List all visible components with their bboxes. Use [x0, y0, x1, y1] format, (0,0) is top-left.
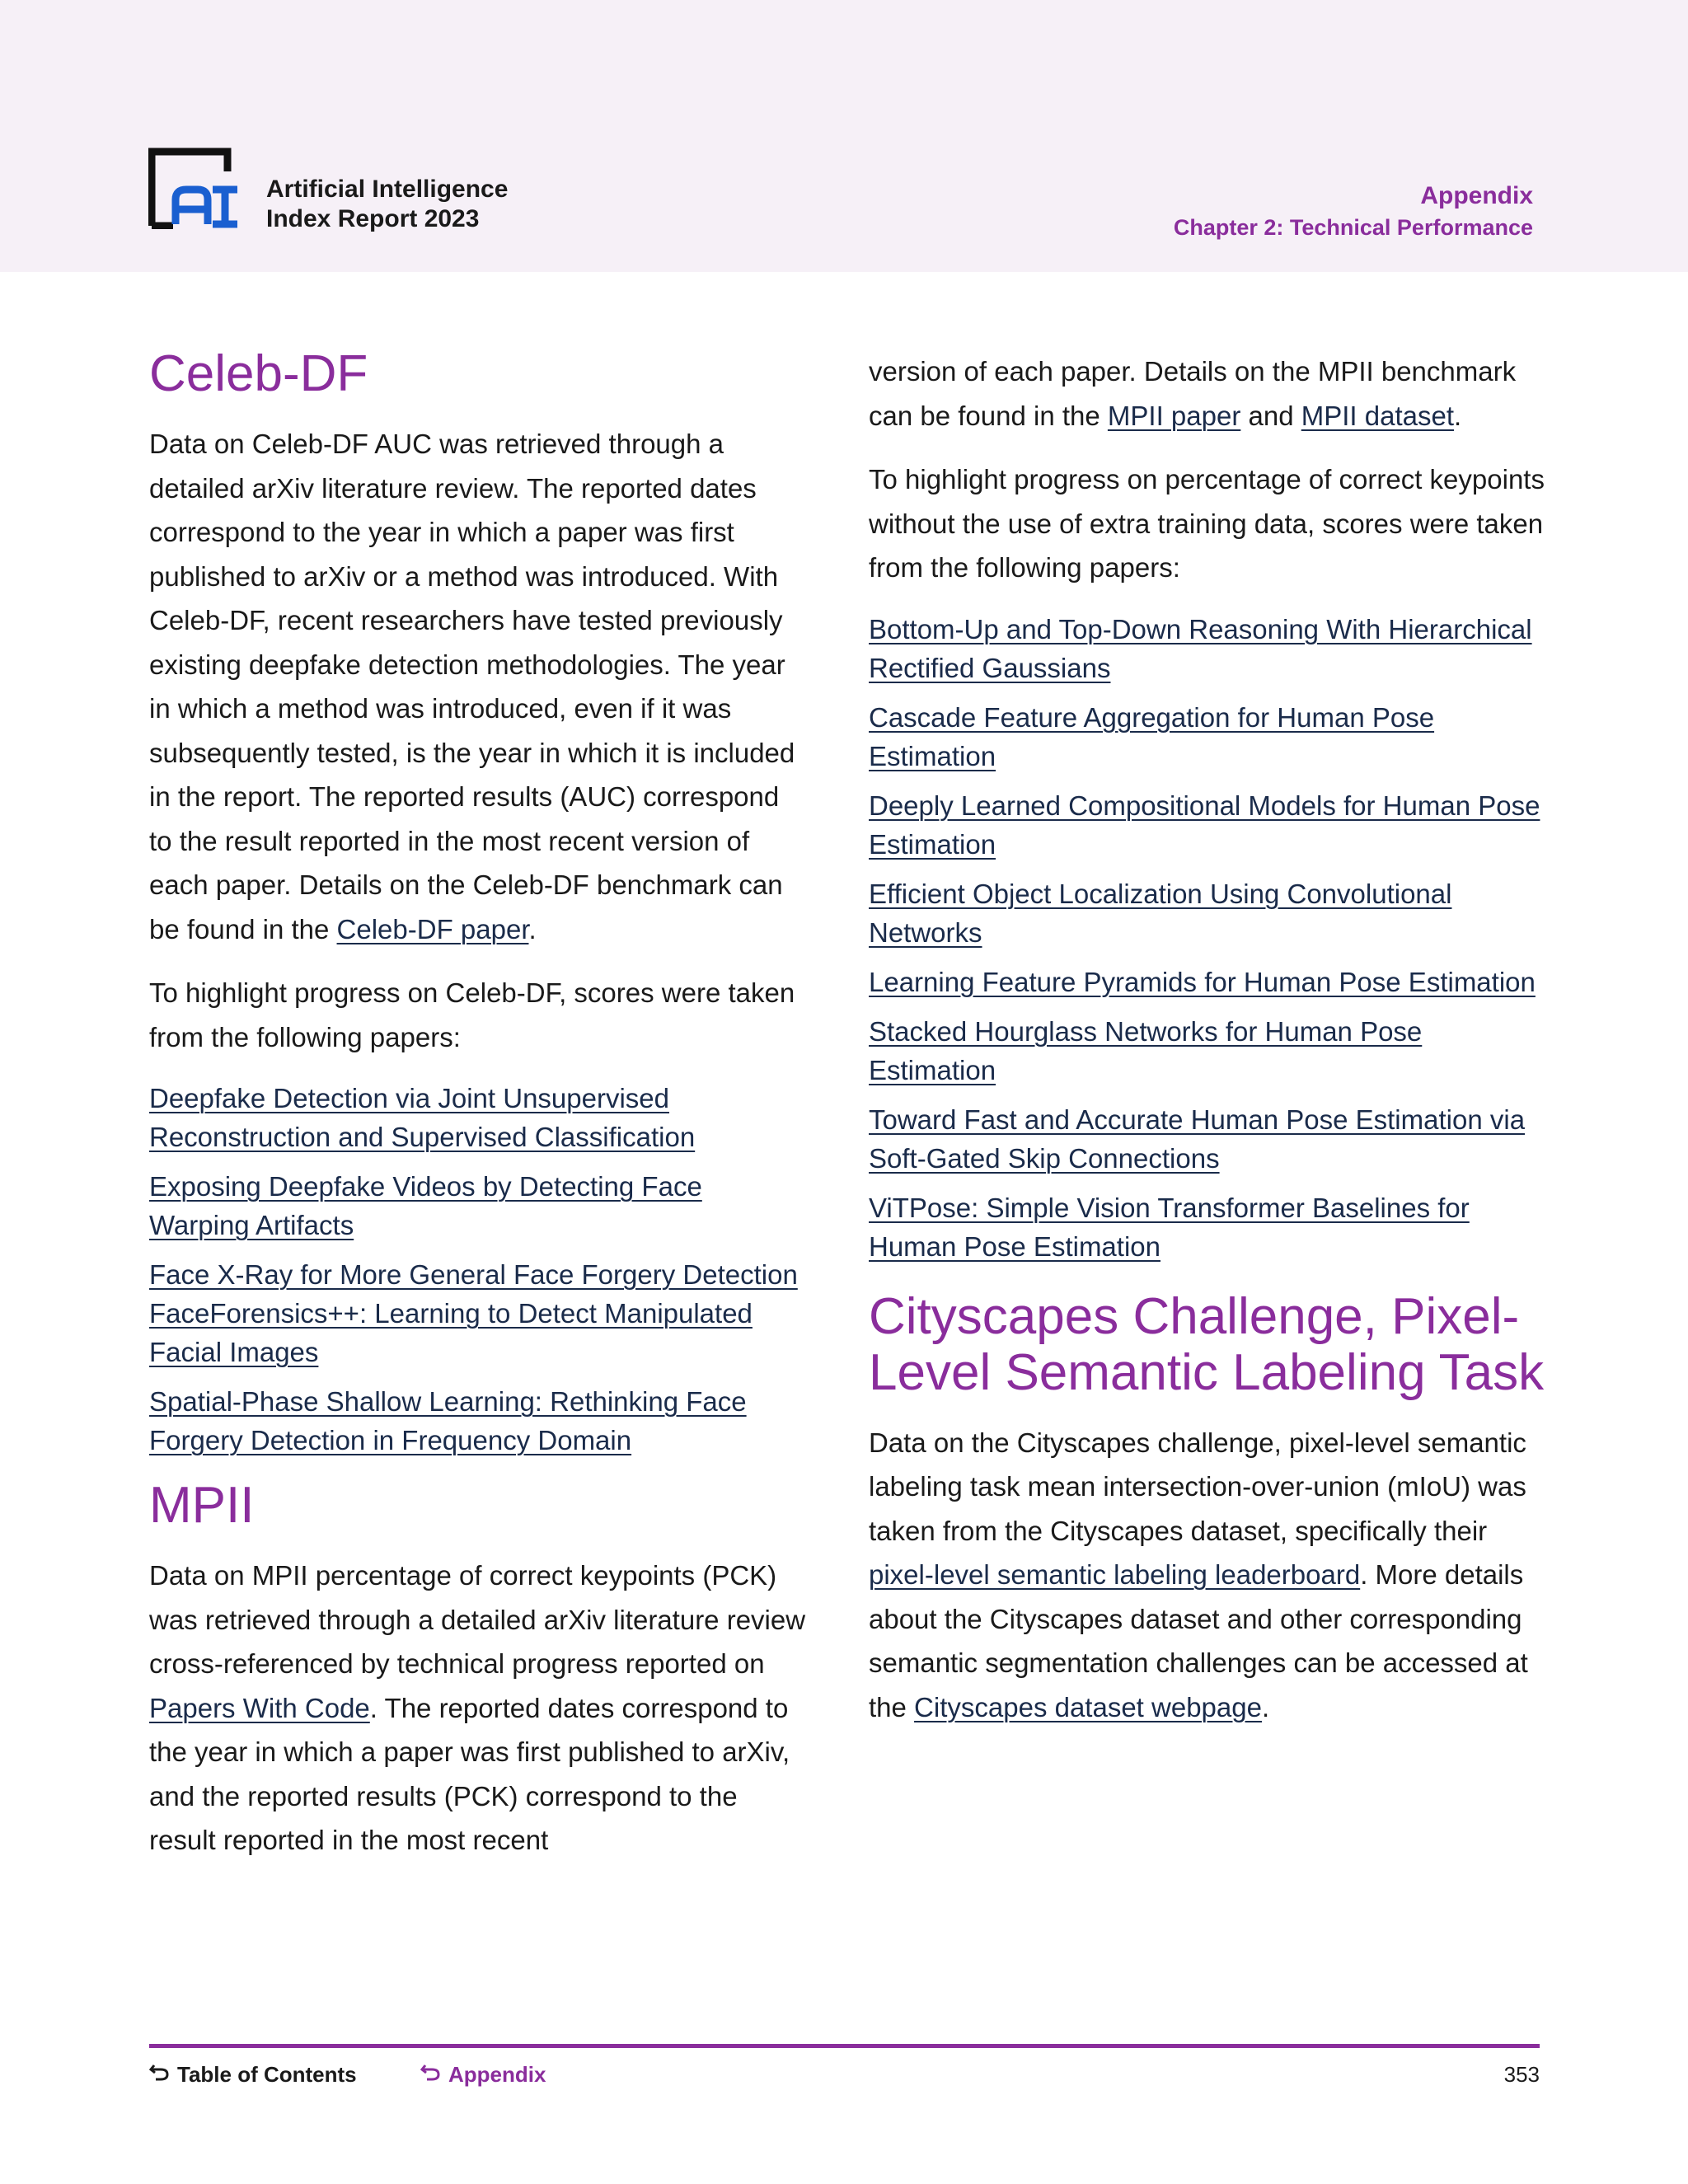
- mpii-dataset-link[interactable]: MPII dataset: [1301, 400, 1454, 431]
- paper-link[interactable]: Deeply Learned Compositional Models for Human Pose Estimation: [869, 790, 1540, 860]
- paper-link[interactable]: FaceForensics++: Learning to Detect Manipulated Facial Images: [149, 1298, 753, 1367]
- mpii-text-b: . The reported dates correspond to the year in which a paper was first published to arXiv, and the reported results (PCK) correspond to the result reported in the most recent: [149, 1692, 790, 1855]
- page-number: 353: [1503, 2062, 1540, 2087]
- papers-with-code-link[interactable]: Papers With Code: [149, 1692, 370, 1723]
- brand-line-2: Index Report 2023: [266, 205, 480, 232]
- period: .: [528, 913, 537, 944]
- paper-link[interactable]: Deepfake Detection via Joint Unsupervised Reconstruction and Supervised Classification: [149, 1083, 696, 1152]
- brand-line-1: Artificial Intelligence: [266, 176, 509, 203]
- list-item: [869, 1100, 1545, 1178]
- list-item: [869, 874, 1545, 952]
- chapter-title: Chapter 2: Technical Performance: [1173, 215, 1533, 240]
- paper-link[interactable]: Bottom-Up and Top-Down Reasoning With Hierarchical Rectified Gaussians: [869, 613, 1532, 683]
- appendix-link[interactable]: [420, 2060, 546, 2088]
- mpii-paper-link[interactable]: MPII paper: [1107, 400, 1241, 431]
- cityscapes-webpage-link[interactable]: Cityscapes dataset webpage: [914, 1691, 1262, 1722]
- cityscapes-text-a: Data on the Cityscapes challenge, pixel-level semantic labeling task mean intersection-over-union (mIoU) was taken from the Cityscapes dataset, specifically their: [869, 1427, 1526, 1546]
- list-item: [149, 1079, 809, 1156]
- list-item: [149, 1294, 809, 1371]
- toc-label: Table of Contents: [177, 2062, 357, 2087]
- list-item: [869, 1012, 1545, 1090]
- paper-link[interactable]: Face X-Ray for More General Face Forgery Detection: [149, 1259, 798, 1290]
- mpii-paper-list: [869, 610, 1545, 1266]
- mpii-intro: To highlight progress on percentage of correct keypoints without the use of extra training data, scores were taken from the following papers:: [869, 464, 1545, 583]
- right-column: [869, 349, 1545, 1749]
- mpii-text-a: Data on MPII percentage of correct keypoints (PCK) was retrieved through a detailed arXiv literature review cross-referenced by technical progress reported on: [149, 1560, 806, 1679]
- leaderboard-link[interactable]: pixel-level semantic labeling leaderboard: [869, 1559, 1361, 1590]
- mpii-paragraph: [149, 1554, 809, 1863]
- left-column: [149, 346, 809, 1882]
- list-item: [869, 1188, 1545, 1266]
- page-header: [0, 0, 1688, 272]
- brand-name: [266, 175, 508, 234]
- paper-link[interactable]: Efficient Object Localization Using Convolutional Networks: [869, 878, 1452, 948]
- celeb-df-intro: To highlight progress on Celeb-DF, scores were taken from the following papers:: [149, 977, 795, 1052]
- footer-divider: [149, 2044, 1540, 2048]
- paper-link[interactable]: ViTPose: Simple Vision Transformer Baselines for Human Pose Estimation: [869, 1192, 1470, 1262]
- celeb-df-paper-list: [149, 1079, 809, 1460]
- paper-link[interactable]: Learning Feature Pyramids for Human Pose Estimation: [869, 966, 1536, 997]
- ai-index-logo: [148, 147, 239, 229]
- list-item: [149, 1255, 809, 1294]
- celeb-df-heading: Celeb-DF: [149, 345, 368, 402]
- appendix-label: Appendix: [448, 2062, 546, 2087]
- return-arrow-icon: [149, 2062, 171, 2082]
- paper-link[interactable]: Spatial-Phase Shallow Learning: Rethinking Face Forgery Detection in Frequency Domain: [149, 1386, 747, 1455]
- list-item: [869, 698, 1545, 776]
- header-section-info: [1174, 180, 1533, 242]
- mpii-cont-text: version of each paper. Details on the MPII benchmark can be found in the: [869, 356, 1517, 431]
- cityscapes-text-b: . More details about the Cityscapes dataset and other corresponding semantic segmentation challenges can be accessed at the: [869, 1559, 1528, 1722]
- paper-link[interactable]: Toward Fast and Accurate Human Pose Estimation via Soft-Gated Skip Connections: [869, 1104, 1526, 1174]
- list-item: [869, 610, 1545, 687]
- paper-link[interactable]: Stacked Hourglass Networks for Human Pose Estimation: [869, 1015, 1423, 1085]
- period: .: [1261, 1691, 1270, 1722]
- cityscapes-heading: Cityscapes Challenge, Pixel-Level Semantic Labeling Task: [869, 1287, 1545, 1401]
- mpii-paragraph-continued: [869, 349, 1545, 438]
- return-arrow-icon: [420, 2062, 442, 2082]
- mpii-heading: MPII: [149, 1477, 255, 1534]
- and-text: and: [1240, 400, 1301, 431]
- celeb-df-paragraph: [149, 422, 809, 951]
- list-item: [149, 1382, 809, 1460]
- list-item: [149, 1167, 809, 1244]
- paper-link[interactable]: Cascade Feature Aggregation for Human Pose Estimation: [869, 701, 1435, 771]
- celeb-df-text: Data on Celeb-DF AUC was retrieved through a detailed arXiv literature review. The reported dates correspond to the year in which a paper was first published to arXiv or a method was introduced. With Celeb-DF, recent researchers have tested previously existing deepfake detection methodologies. The year in which a method was introduced, even if it was subsequently tested, is the year in which it is included in the report. The reported results (AUC) correspond to the result reported in the most recent version of each paper. Details on the Celeb-DF benchmark can be found in the: [149, 429, 795, 944]
- list-item: [869, 963, 1545, 1001]
- table-of-contents-link[interactable]: [149, 2060, 357, 2088]
- period: .: [1454, 400, 1462, 431]
- list-item: [869, 786, 1545, 864]
- celeb-df-paper-link[interactable]: Celeb-DF paper: [336, 913, 529, 944]
- section-title: Appendix: [1420, 182, 1533, 209]
- cityscapes-paragraph: [869, 1421, 1545, 1730]
- paper-link[interactable]: Exposing Deepfake Videos by Detecting Face Warping Artifacts: [149, 1171, 702, 1240]
